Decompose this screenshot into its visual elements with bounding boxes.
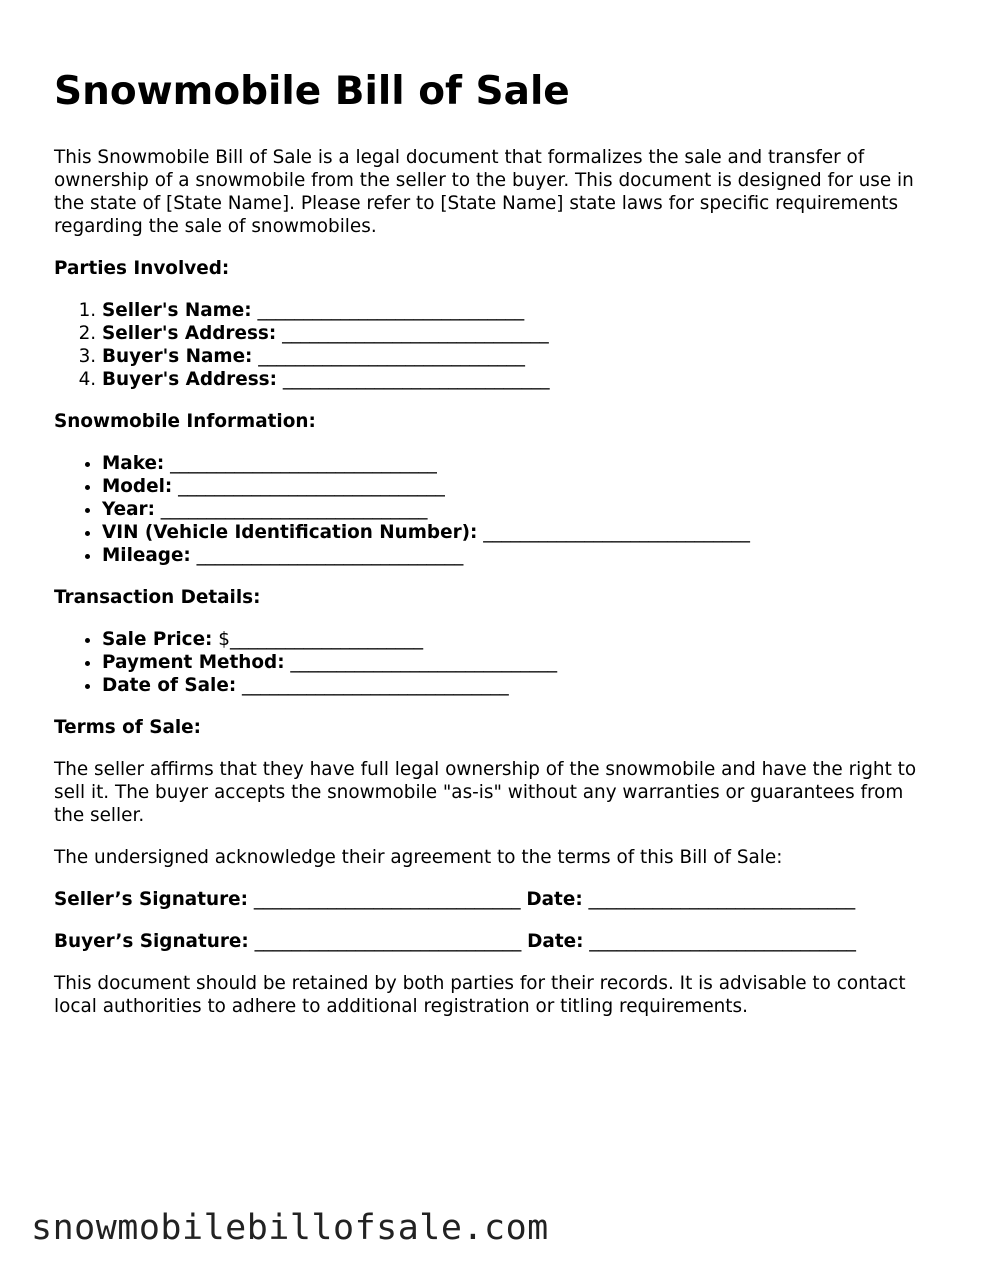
parties-heading: Parties Involved: (54, 258, 230, 279)
model-label: Model: (102, 476, 173, 497)
buyer-signature-block (54, 930, 934, 953)
terms-heading: Terms of Sale: (54, 717, 201, 738)
model-blank: _____________________________ (178, 476, 445, 497)
make-blank: _____________________________ (170, 453, 437, 474)
list-item (102, 475, 934, 498)
page-title: Snowmobile Bill of Sale (54, 69, 570, 114)
list-item (102, 674, 934, 697)
buyer-name-label: Buyer's Name: (102, 346, 253, 367)
buyer-address-blank: _____________________________ (282, 369, 550, 390)
list-item (102, 498, 934, 521)
buyer-signature-label: Buyer’s Signature: (54, 931, 249, 952)
terms-paragraph: The seller affirms that they have full legal ownership of the snowmobile and have the right to sell it. The buyer accepts the snowmobile "as-is" without any warranties or guarantees from the seller. (54, 759, 917, 826)
seller-signature-block (54, 888, 934, 911)
closing-paragraph: This document should be retained by both parties for their records. It is advisable to contact local authorities to adhere to additional registration or titling requirements. (54, 973, 906, 1017)
buyer-signature-blank: _____________________________ (254, 931, 522, 952)
list-item (102, 452, 934, 475)
buyer-date-blank: _____________________________ (589, 931, 856, 952)
seller-date-blank: _____________________________ (588, 889, 856, 910)
sale-price-blank: $_____________________ (218, 629, 424, 650)
buyer-date-label: Date: (527, 931, 584, 952)
list-item (102, 299, 934, 322)
seller-date-label: Date: (526, 889, 583, 910)
transaction-heading: Transaction Details: (54, 587, 261, 608)
list-item (102, 628, 934, 651)
year-label: Year: (102, 499, 155, 520)
payment-method-label: Payment Method: (102, 652, 285, 673)
date-of-sale-label: Date of Sale: (102, 675, 237, 696)
document-page (54, 68, 934, 1037)
buyer-address-label: Buyer's Address: (102, 369, 277, 390)
list-item (102, 368, 934, 391)
payment-method-blank: _____________________________ (290, 652, 558, 673)
vin-blank: _____________________________ (483, 522, 750, 543)
list-item (102, 651, 934, 674)
make-label: Make: (102, 453, 165, 474)
seller-signature-label: Seller’s Signature: (54, 889, 248, 910)
acknowledge-paragraph: The undersigned acknowledge their agreement to the terms of this Bill of Sale: (54, 847, 783, 868)
year-blank: _____________________________ (160, 499, 428, 520)
seller-name-blank: _____________________________ (257, 300, 525, 321)
buyer-name-blank: _____________________________ (258, 346, 525, 367)
seller-signature-blank: _____________________________ (253, 889, 521, 910)
list-item (102, 345, 934, 368)
list-item (102, 544, 934, 567)
mileage-label: Mileage: (102, 545, 191, 566)
intro-paragraph: This Snowmobile Bill of Sale is a legal document that formalizes the sale and transfer of ownership of a snowmobile from the seller to the buyer. This document is designed for use in the state of [State Name]. Please refer to [State Name] state laws for specific requirements regarding the sale of snowmobiles. (54, 147, 914, 237)
transaction-list (54, 628, 934, 697)
vin-label: VIN (Vehicle Identification Number): (102, 522, 478, 543)
date-of-sale-blank: _____________________________ (242, 675, 509, 696)
snowmobile-list (54, 452, 934, 567)
snowmobile-heading: Snowmobile Information: (54, 411, 316, 432)
sale-price-label: Sale Price: (102, 629, 213, 650)
seller-name-label: Seller's Name: (102, 300, 252, 321)
parties-list (54, 299, 934, 391)
seller-address-blank: _____________________________ (282, 323, 549, 344)
mileage-blank: _____________________________ (196, 545, 464, 566)
site-watermark: snowmobilebillofsale.com (31, 1208, 549, 1248)
list-item (102, 521, 934, 544)
list-item (102, 322, 934, 345)
seller-address-label: Seller's Address: (102, 323, 277, 344)
